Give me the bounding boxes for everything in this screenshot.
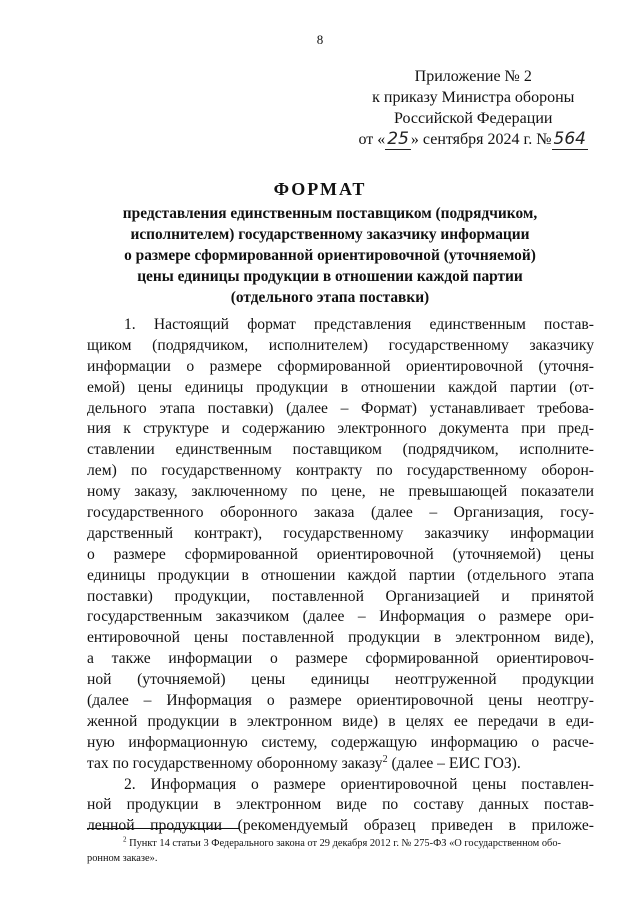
paragraph-1-line: емой) цены единицы продукции в отношении каждой партии (от- bbox=[87, 378, 594, 396]
paragraph-1-line: государственным заказчиком (далее – Информация о размере ори- bbox=[87, 608, 594, 626]
paragraph-1-line: лем) по государственному контракту по государственному оборон- bbox=[87, 462, 594, 480]
document-subtitle bbox=[80, 203, 580, 308]
paragraph-1-last-line bbox=[87, 754, 594, 775]
paragraph-1-line: дарственный контракт), государственному заказчику информации bbox=[87, 524, 594, 542]
appendix-title: Приложение № 2 bbox=[414, 68, 532, 85]
paragraph-1-line: ной (уточняемой) цены единицы неотгруженной продукции bbox=[87, 671, 594, 689]
appendix-issuer: Российской Федерации bbox=[394, 110, 553, 127]
paragraph-1-line: ния к структуре и содержанию электронного документа при пред- bbox=[87, 420, 594, 438]
appendix-header bbox=[359, 66, 589, 150]
paragraph-1-line: (далее – Информация о размере ориентировочной цены неотгру- bbox=[87, 692, 594, 710]
paragraph-1-line: о размере сформированной ориентировочной (уточняемой) цены bbox=[87, 545, 594, 563]
footnote-ref: 2 bbox=[382, 753, 388, 765]
paragraph-1-line: дельного этапа поставки) (далее – Формат) устанавливает требова- bbox=[87, 399, 594, 417]
paragraph-2-line: ной продукции в электронном виде по составу данных постав- bbox=[87, 796, 594, 814]
paragraph-1-line: ную информационную систему, содержащую информацию о расче- bbox=[87, 733, 594, 751]
paragraph-1-line: информации о размере сформированной ориентировочной (уточня- bbox=[87, 357, 594, 375]
document-title: ФОРМАТ bbox=[273, 179, 367, 199]
paragraph-2-line: ленной продукции (рекомендуемый образец приведен в приложе- bbox=[87, 817, 594, 835]
order-prefix: от « bbox=[358, 131, 386, 148]
paragraph-1-line: единицы продукции в отношении каждой партии (отдельного этапа bbox=[87, 566, 594, 584]
subtitle-line: представления единственным поставщиком (подрядчиком, bbox=[122, 205, 538, 222]
paragraph-1-line: ставлении единственным поставщиком (подрядчиком, исполните- bbox=[87, 441, 594, 459]
paragraph-1-line: поставки) продукции, поставленной Организацией и принятой bbox=[87, 587, 594, 605]
footnote-divider bbox=[87, 828, 239, 829]
appendix-order-ref: к приказу Министра обороны bbox=[372, 89, 575, 106]
paragraph-1-line: а также информации о размере сформированной ориентировоч- bbox=[87, 650, 594, 668]
subtitle-line: (отдельного этапа поставки) bbox=[230, 289, 430, 306]
order-mid: » сентября 2024 г. № bbox=[410, 131, 552, 148]
paragraph-1-line-text: тах по государственному оборонному заказу bbox=[87, 754, 383, 772]
page-number: 8 bbox=[316, 32, 324, 47]
subtitle-line: о размере сформированной ориентировочной (уточняемой) bbox=[124, 247, 536, 264]
subtitle-line: цены единицы продукции в отношении каждой партии bbox=[137, 268, 523, 285]
footnote-line bbox=[87, 836, 597, 851]
footnote-line: ронном заказе». bbox=[87, 853, 158, 864]
paragraph-1-line: 1. Настоящий формат представления единственным постав- bbox=[124, 316, 594, 333]
order-day-handwritten: 25 bbox=[387, 129, 409, 149]
paragraph-1-line: государственного оборонного заказа (далее – Организация, госу- bbox=[87, 504, 594, 522]
subtitle-line: исполнителем) государственному заказчику информации bbox=[130, 226, 530, 243]
paragraph-1-line-tail: (далее – ЕИС ГОЗ). bbox=[387, 754, 521, 772]
order-number-handwritten: 564 bbox=[553, 129, 586, 149]
footnote-marker: 2 bbox=[123, 835, 127, 844]
footnote bbox=[87, 836, 597, 866]
appendix-order-date bbox=[359, 129, 589, 150]
paragraph-1-line: щиком (подрядчиком, исполнителем) государственному заказчику bbox=[87, 336, 594, 354]
paragraph-1-line: ентировочной цены поставленной продукции в электронном виде), bbox=[87, 629, 594, 647]
paragraph-1-line: женной продукции в электронном виде) в целях ее передачи в еди- bbox=[87, 712, 594, 730]
paragraph-2-line: 2. Информация о размере ориентировочной цены поставлен- bbox=[124, 775, 594, 793]
footnote-text: Пункт 14 статьи 3 Федерального закона от 29 декабря 2012 г. № 275-ФЗ «О государственном обо- bbox=[126, 838, 561, 849]
body-text bbox=[87, 315, 594, 837]
paragraph-1-line: ному заказу, заключенному по цене, не превышающей показатели bbox=[87, 483, 594, 501]
